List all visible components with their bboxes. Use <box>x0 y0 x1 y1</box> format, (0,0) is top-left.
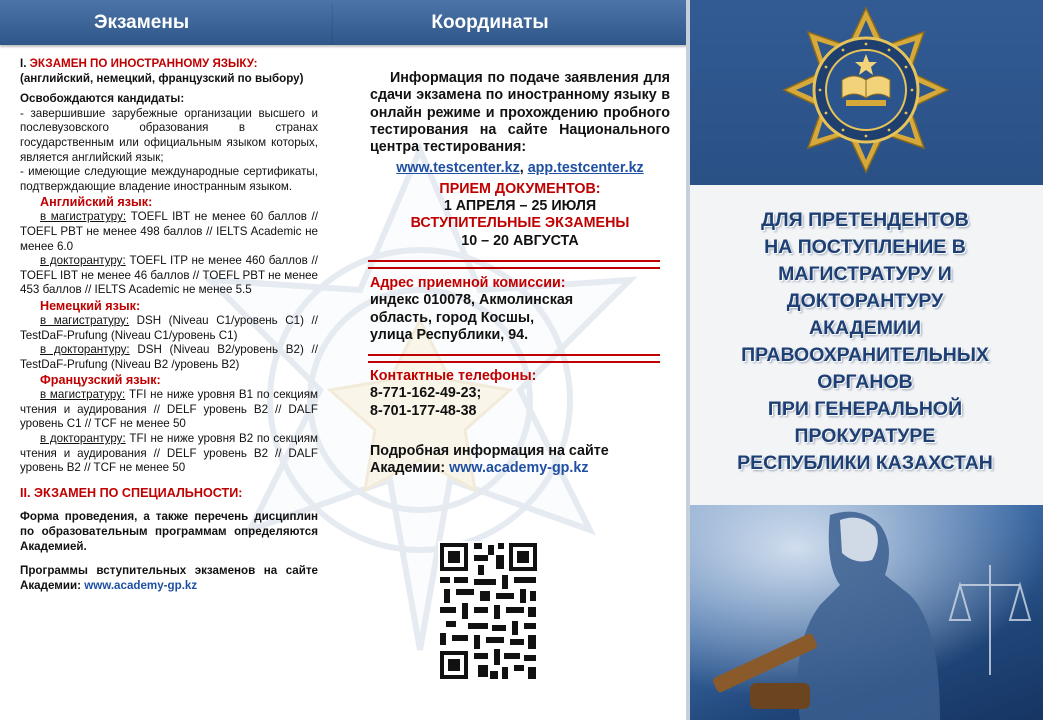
french-doctoral <box>20 432 318 476</box>
more-info-text: Подробная информация на сайте Академии: <box>370 443 609 477</box>
german-title: Немецкий язык: <box>40 298 141 313</box>
brochure-title <box>705 207 1025 477</box>
phone-1: 8-771-162-49-23; <box>370 385 482 402</box>
english-masters <box>20 210 318 254</box>
title-line-2: НА ПОСТУПЛЕНИЕ В <box>764 236 966 258</box>
divider-2 <box>368 354 660 363</box>
german-masters-label: в магистратуру: <box>40 313 130 327</box>
app-testcenter-link[interactable]: app.testcenter.kz <box>527 160 644 177</box>
english-doctoral-label: в докторантуру: <box>40 254 126 268</box>
english-title: Английский язык: <box>40 195 153 210</box>
court-photo-image <box>690 505 1043 720</box>
address-line-1: индекс 010078, Акмолинская <box>370 292 574 309</box>
header-coordinates <box>333 0 687 45</box>
title-line-3: МАГИСТРАТУРУ И <box>778 263 952 285</box>
section1-title: ЭКЗАМЕН ПО ИНОСТРАННОМУ ЯЗЫКУ: <box>29 57 258 70</box>
german-masters-text: DSH (Niveau C1/уровень C1) // TestDaF-Prufung (Niveau C1/уровень C1) <box>20 313 318 342</box>
programs-note <box>20 564 318 593</box>
header-coordinates-label: Координаты <box>431 11 549 33</box>
title-line-7: ОРГАНОВ <box>817 371 913 393</box>
section1-subtitle: (английский, немецкий, французский по выбору) <box>20 71 304 85</box>
divider-1 <box>368 260 660 269</box>
german-masters <box>20 314 318 343</box>
german-doctoral <box>20 343 318 372</box>
phone-2: 8-701-177-48-38 <box>370 402 477 419</box>
testing-links <box>370 160 670 177</box>
photo-panel <box>690 505 1043 720</box>
phones-title: Контактные телефоны: <box>370 368 537 385</box>
german-doctoral-text: DSH (Niveau B2/уровень B2) // TestDaF-Prufung (Niveau B2 /уровень B2) <box>20 343 318 371</box>
french-masters <box>20 388 318 432</box>
title-line-5: АКАДЕМИИ <box>809 317 921 339</box>
title-line-8: ПРИ ГЕНЕРАЛЬНОЙ <box>767 398 963 420</box>
exams-column <box>20 57 318 593</box>
coordinates-column <box>370 70 670 478</box>
english-masters-text: TOEFL IBT не менее 60 баллов // TOEFL PBT не менее 498 баллов // IELTS Academic не менее 6.0 <box>20 210 319 253</box>
german-doctoral-label: в докторантуру: <box>40 343 130 357</box>
exams-title: ВСТУПИТЕЛЬНЫЕ ЭКЗАМЕНЫ <box>410 215 630 232</box>
candidates-item-2: - имеющие следующие международные сертификаты, подтверждающие владение иностранным языком. <box>20 165 318 193</box>
academy-emblem-icon <box>690 0 1043 185</box>
testcenter-link[interactable]: www.testcenter.kz <box>396 160 520 177</box>
academy-link[interactable]: www.academy-gp.kz <box>449 460 589 477</box>
french-doctoral-label: в докторантуру: <box>40 432 126 446</box>
more-info <box>370 443 670 478</box>
emblem-panel <box>690 0 1043 185</box>
english-doctoral-text: TOEFL ITP не менее 460 баллов // TOEFL IBT не менее 46 баллов // TOEFL PBT не менее 453 баллов // IELTS Academic не менее 5.5 <box>20 254 318 297</box>
programs-link[interactable]: www.academy-gp.kz <box>84 578 198 592</box>
header-exams <box>0 0 333 45</box>
programs-text: Программы вступительных экзаменов на сайте Академии: <box>20 564 318 592</box>
documents-dates: 1 АПРЕЛЯ – 25 ИЮЛЯ <box>443 198 597 215</box>
address-title: Адрес приемной комиссии: <box>370 274 566 291</box>
links-separator: , <box>519 160 528 177</box>
candidates-title: Освобождаются кандидаты: <box>20 92 185 106</box>
header-exams-label: Экзамены <box>93 11 190 33</box>
testing-info: Информация по подаче заявления для сдачи экзамена по иностранному языку в онлайн режиме и прохождению пробного тестирования на сайте Национального центра тестирования: <box>370 70 670 156</box>
french-masters-text: TFI не ниже уровня B1 по секциям чтения и аудирования // DELF уровень B2 // DALF уровень C1 // TCF не менее 50 <box>20 388 318 431</box>
french-masters-label: в магистратуру: <box>40 388 126 402</box>
french-title: Французский язык: <box>40 373 161 388</box>
english-doctoral <box>20 254 318 298</box>
candidates-item-1: - завершившие зарубежные организации высшего и послевузовского образования в странах государственным или официальным языком которых, является английский язык; <box>20 106 318 164</box>
title-line-10: РЕСПУБЛИКИ КАЗАХСТАН <box>737 452 993 474</box>
title-line-1: ДЛЯ ПРЕТЕНДЕНТОВ <box>761 209 969 231</box>
section1-heading <box>20 57 318 72</box>
section2-text: Форма проведения, а также перечень дисциплин по образовательным программам определяются Академией. <box>20 510 318 553</box>
title-line-4: ДОКТОРАНТУРУ <box>786 290 944 312</box>
address-line-2: область, город Косшы, <box>370 309 535 326</box>
french-doctoral-text: TFI не ниже уровня B2 по секциям чтения и аудирования // DELF уровень B2 // DALF уровень B2 // TCF не менее 50 <box>20 432 319 475</box>
title-line-6: ПРАВООХРАНИТЕЛЬНЫХ <box>741 344 989 366</box>
documents-title: ПРИЕМ ДОКУМЕНТОВ: <box>439 180 601 197</box>
english-masters-label: в магистратуру: <box>40 210 127 224</box>
address-line-3: улица Республики, 94. <box>370 326 529 343</box>
section2-title: II. ЭКЗАМЕН ПО СПЕЦИАЛЬНОСТИ: <box>20 485 243 500</box>
section1-number: I. <box>20 57 30 70</box>
title-line-9: ПРОКУРАТУРЕ <box>794 425 936 447</box>
qr-code-icon[interactable] <box>438 541 539 681</box>
exams-dates: 10 – 20 АВГУСТА <box>461 232 579 249</box>
